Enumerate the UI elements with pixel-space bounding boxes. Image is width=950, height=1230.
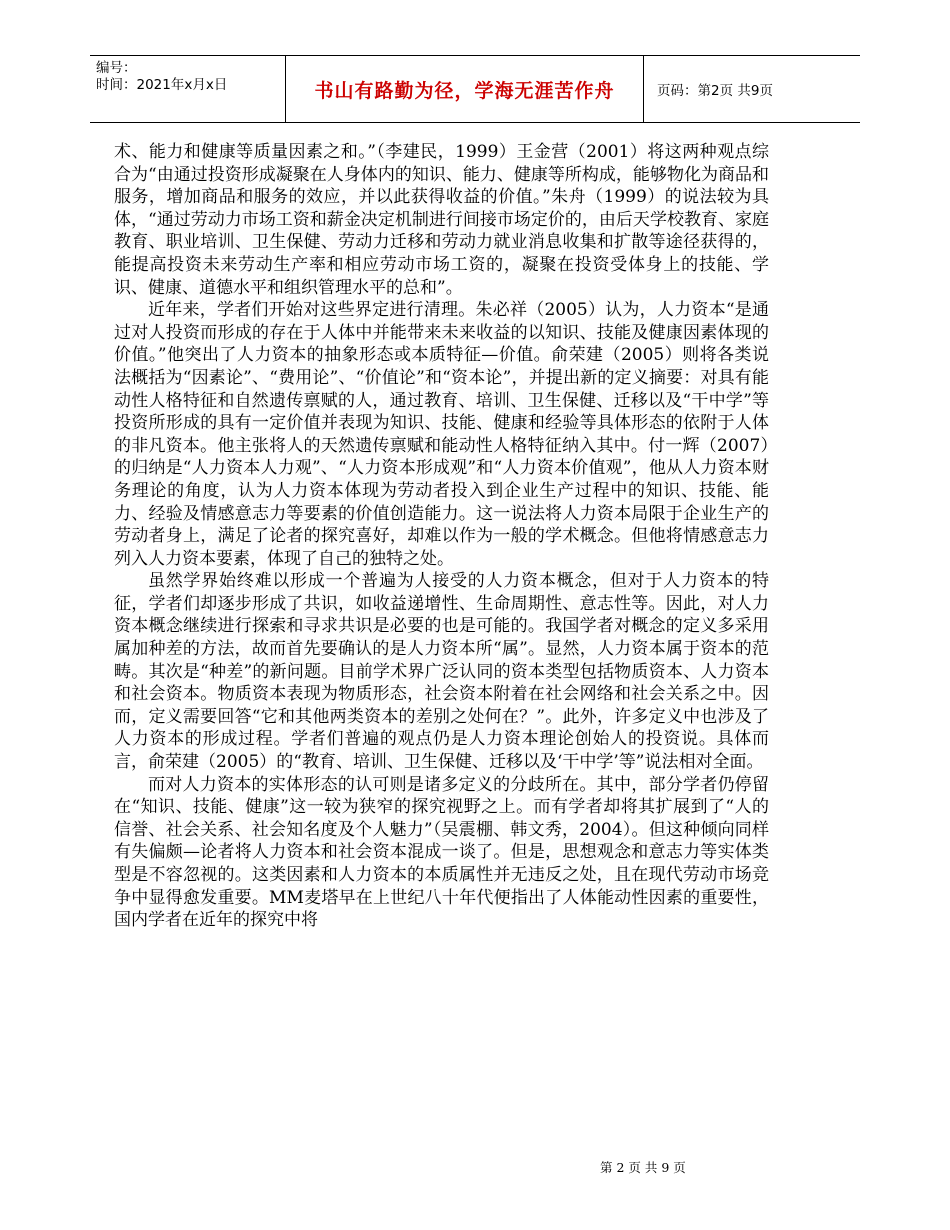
paragraph: 虽然学界始终难以形成一个普遍为人接受的人力资本概念，但对于人力资本的特征，学者们却逐步形成了共识，如收益递增性、生命周期性、意志性等。因此，对人力资本概念继续进行探索和寻求共识是必要的也是可能的。我国学者对概念的定义多采用属加种差的方法，故而首先要确认的是人力资本所“属”。显然，人力资本属于资本的范畴。其次是“种差”的新问题。目前学术界广泛认同的资本类型包括物质资本、人力资本和社会资本。物质资本表现为物质形态，社会资本附着在社会网络和社会关系之中。因而，定义需要回答“它和其他两类资本的差别之处何在？”。此外，许多定义中也涉及了人力资本的形成过程。学者们普遍的观点仍是人力资本理论创始人的投资说。具体而言，俞荣建（2005）的“教育、培训、卫生保健、迁移以及‘干中学’等”说法相对全面。: [114, 571, 769, 773]
document-body: [114, 141, 769, 932]
document-number-label: 编号：: [96, 60, 137, 76]
paragraph: 而对人力资本的实体形态的认可则是诸多定义的分歧所在。其中，部分学者仍停留在“知识、技能、健康”这一较为狭窄的探究视野之上。而有学者却将其扩展到了“人的信誉、社会关系、社会知名度及个人魅力”（吴震棚、韩文秀，2004）。但这种倾向同样有失偏颇—论者将人力资本和社会资本混成一谈了。但是，思想观念和意志力等实体类型是不容忽视的。这类因素和人力资本的本质属性并无违反之处，且在现代劳动市场竞争中显得愈发重要。MM麦塔早在上世纪八十年代便指出了人体能动性因素的重要性，国内学者在近年的探究中将: [114, 774, 769, 931]
page-header: [90, 55, 860, 123]
header-meta: [90, 56, 286, 122]
document-time-label: 时间：2021年x月x日: [96, 77, 228, 93]
header-motto: 书山有路勤为径，学海无涯苦作舟: [286, 56, 644, 122]
page-footer: 第 2 页 共 9 页: [600, 1160, 686, 1175]
paragraph: 术、能力和健康等质量因素之和。”（李建民，1999）王金营（2001）将这两种观点综合为“由通过投资形成凝聚在人身体内的知识、能力、健康等所构成，能够物化为商品和服务，增加商品和服务的效应，并以此获得收益的价值。”朱舟（1999）的说法较为具体，“通过劳动力市场工资和薪金决定机制进行间接市场定价的，由后天学校教育、家庭教育、职业培训、卫生保健、劳动力迁移和劳动力就业消息收集和扩散等途径获得的，能提高投资未来劳动生产率和相应劳动市场工资的，凝聚在投资受体身上的技能、学识、健康、道德水平和组织管理水平的总和”。: [114, 142, 769, 298]
paragraph: 近年来，学者们开始对这些界定进行清理。朱必祥（2005）认为，人力资本“是通过对人投资而形成的存在于人体中并能带来未来收益的以知识、技能及健康因素体现的价值。”他突出了人力资本的抽象形态或本质特征—价值。俞荣建（2005）则将各类说法概括为“因素论”、“费用论”、“价值论”和“资本论”，并提出新的定义摘要：对具有能动性人格特征和自然遗传禀赋的人，通过教育、培训、卫生保健、迁移以及“干中学”等投资所形成的具有一定价值并表现为知识、技能、健康和经验等具体形态的依附于人体的非凡资本。他主张将人的天然遗传禀赋和能动性人格特征纳入其中。付一辉（2007）的归纳是“人力资本人力观”、“人力资本形成观”和“人力资本价值观”，他从人力资本财务理论的角度，认为人力资本体现为劳动者投入到企业生产过程中的知识、技能、能力、经验及情感意志力等要素的价值创造能力。这一说法将人力资本局限于企业生产的劳动者身上，满足了论者的探究喜好，却难以作为一般的学术概念。但他将情感意志力列入人力资本要素，体现了自己的独特之处。: [114, 300, 769, 569]
header-page-number: 页码：第2页 共9页: [657, 83, 773, 99]
